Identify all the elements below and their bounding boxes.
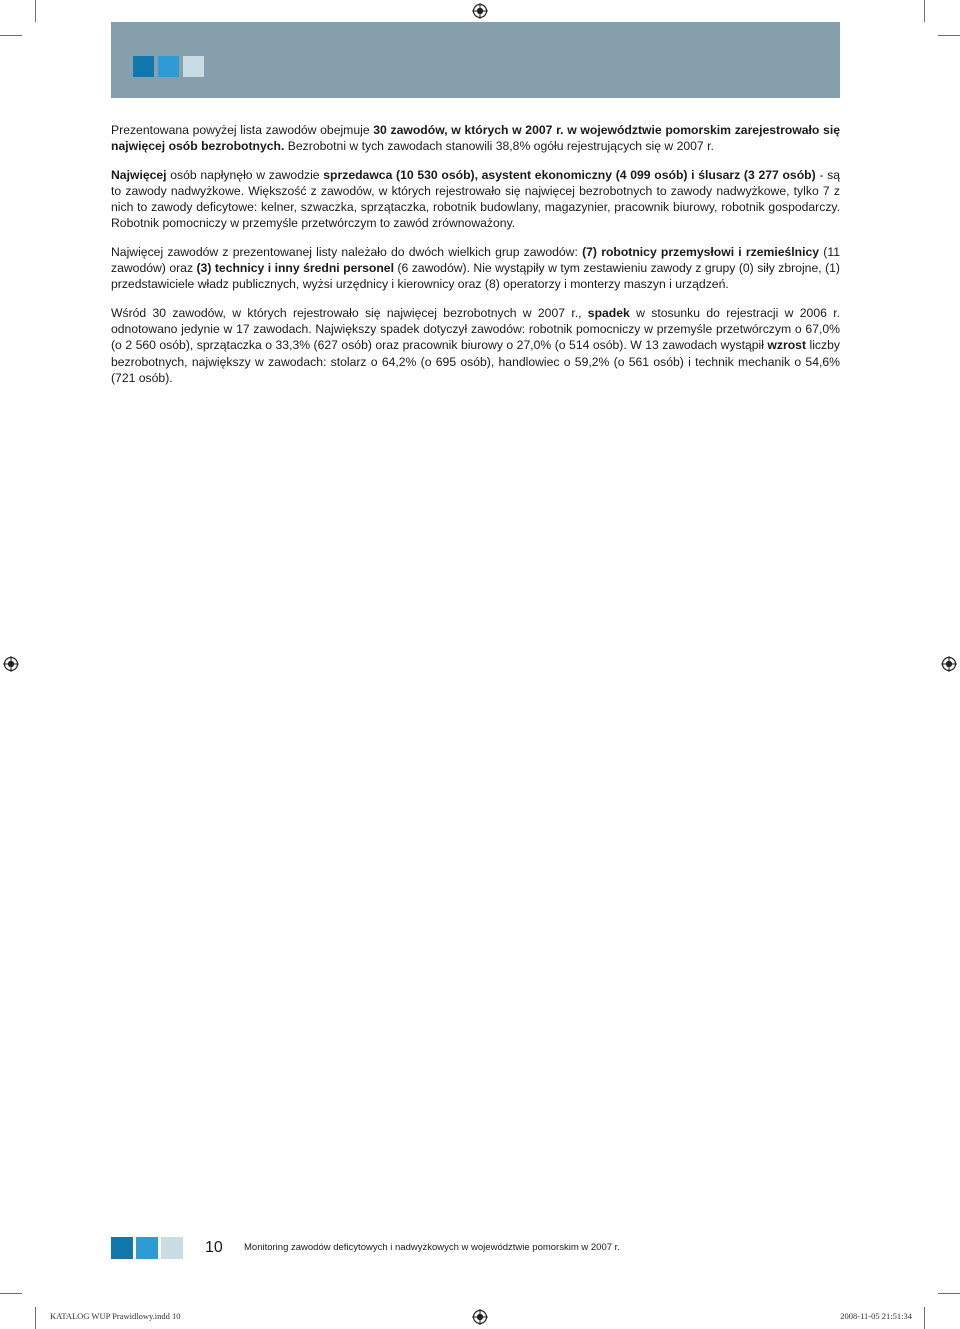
crop-mark [924,0,925,22]
paragraph-3: Najwięcej zawodów z prezentowanej listy należało do dwóch wielkich grup zawodów: (7) robotnicy przemysłowi i rzemieślnicy (11 zawodów) oraz (3) technicy i inny średni personel (6 zawodów). Nie wystąpiły w tym zestawieniu zawody z grupy (0) siły zbrojne, (1) przedstawiciele władz publicznych, wyżsi urzędnicy i kierownicy oraz (8) operatorzy i monterzy maszyn i urządzeń. [111,244,840,292]
crop-mark [0,1293,22,1294]
registration-mark-icon [472,1309,488,1325]
crop-mark [924,1307,925,1329]
crop-mark [35,0,36,22]
header-square-light [183,56,204,77]
crop-mark [938,1293,960,1294]
header-square-dark [133,56,154,77]
crop-mark [938,35,960,36]
registration-mark-icon [941,656,957,672]
footer-square-mid [136,1237,158,1259]
header-square-mid [158,56,179,77]
registration-mark-icon [3,656,19,672]
paragraph-1: Prezentowana powyżej lista zawodów obejmuje 30 zawodów, w których w 2007 r. w województwie pomorskim zarejestrowało się najwięcej osób bezrobotnych. Bezrobotni w tych zawodach stanowili 38,8% ogółu rejestrujących się w 2007 r. [111,123,840,154]
header-band [111,22,840,98]
body-text [111,122,840,398]
page-number: 10 [205,1239,223,1256]
paragraph-4: Wśród 30 zawodów, w których rejestrowało się najwięcej bezrobotnych w 2007 r., spadek w stosunku do rejestracji w 2006 r. odnotowano jedynie w 17 zawodach. Największy spadek dotyczył zawodów: robotnik pomocniczy w przemyśle przetwórczym o 67,0% (o 2 560 osób), sprzątaczka o 33,3% (627 osób) oraz pracownik biurowy o 27,0% (o 514 osób). W 13 zawodach wystąpił wzrost liczby bezrobotnych, największy w zawodach: stolarz o 64,2% (o 695 osób), handlowiec o 59,2% (o 561 osób) i technik mechanik o 54,6% (721 osób). [111,305,840,385]
registration-mark-icon [472,3,488,19]
slug-timestamp: 2008-11-05 21:51:34 [840,1311,912,1321]
footer-title: Monitoring zawodów deficytowych i nadwyżkowych w województwie pomorskim w 2007 r. [244,1242,620,1253]
footer-square-light [161,1237,183,1259]
slug-file: KATALOG WUP Prawidlowy.indd 10 [50,1311,181,1321]
crop-mark [0,35,22,36]
paragraph-2: Najwięcej osób napłynęło w zawodzie sprzedawca (10 530 osób), asystent ekonomiczny (4 099 osób) i ślusarz (3 277 osób) - są to zawody nadwyżkowe. Większość z zawodów, w których rejestrowało się najwięcej bezrobotnych to zawody nadwyżkowe, tylko 7 z nich to zawody deficytowe: kelner, szwaczka, sprzątaczka, robotnik budowlany, magazynier, pracownik biurowy, robotnik gospodarczy. Robotnik pomocniczy w przemyśle przetwórczym to zawód zrównoważony. [111,167,840,231]
footer-square-dark [111,1237,133,1259]
crop-mark [35,1307,36,1329]
